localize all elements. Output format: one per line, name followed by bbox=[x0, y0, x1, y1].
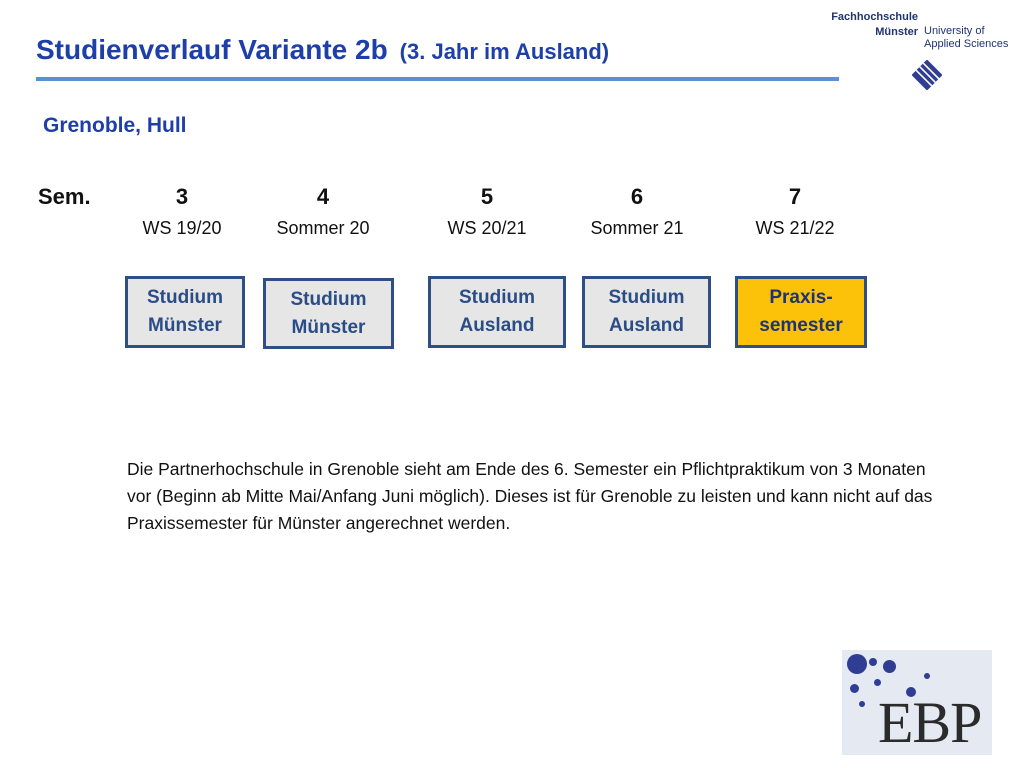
logo-fh-line2: Münster bbox=[875, 26, 918, 38]
university-emblem-icon bbox=[912, 60, 942, 90]
semester-column bbox=[720, 184, 870, 239]
logo-uni-line2: Applied Sciences bbox=[924, 38, 1009, 50]
semester-label: Sem. bbox=[38, 184, 91, 209]
title-underline bbox=[36, 77, 839, 81]
semester-number: 6 bbox=[630, 184, 644, 209]
semester-number: 4 bbox=[316, 184, 330, 209]
ebp-dot bbox=[847, 654, 867, 674]
semester-column bbox=[412, 184, 562, 239]
ebp-dot bbox=[859, 701, 865, 707]
title-subtitle: (3. Jahr im Ausland) bbox=[399, 39, 610, 64]
ebp-dot bbox=[869, 658, 877, 666]
semester-column bbox=[107, 184, 257, 239]
semester-number: 3 bbox=[175, 184, 189, 209]
semester-box-4 bbox=[263, 278, 394, 349]
semester-box-3 bbox=[125, 276, 245, 348]
note-paragraph: Die Partnerhochschule in Grenoble sieht am Ende des 6. Semester ein Pflichtpraktikum von 3 Monaten vor (Beginn ab Mitte Mai/Anfang Juni möglich). Dieses ist für Grenoble zu leisten und kann nicht auf das Praxissemester für Münster angerechnet werden. bbox=[127, 459, 933, 533]
box-line1: Praxis- bbox=[769, 287, 833, 308]
semester-term: WS 19/20 bbox=[142, 218, 222, 238]
logo-fh-line1: Fachhochschule bbox=[831, 11, 918, 23]
box-line1: Studium bbox=[290, 288, 367, 310]
ebp-logo bbox=[842, 650, 992, 755]
title-main: Studienverlauf Variante 2b bbox=[36, 34, 388, 65]
box-line1: Studium bbox=[608, 287, 685, 308]
ebp-dot bbox=[883, 660, 896, 673]
semester-term: Sommer 20 bbox=[276, 218, 370, 238]
semester-column bbox=[248, 184, 398, 239]
semester-number: 5 bbox=[480, 184, 494, 209]
box-line2: Ausland bbox=[609, 315, 684, 336]
location-subtitle: Grenoble, Hull bbox=[43, 114, 187, 137]
logo-uni-line1: University of bbox=[924, 25, 985, 37]
semester-number: 7 bbox=[788, 184, 802, 209]
ebp-logo-text: EBP bbox=[878, 690, 982, 755]
semester-term: WS 21/22 bbox=[755, 218, 835, 238]
university-logo bbox=[818, 10, 1018, 100]
logo-uni-text bbox=[924, 25, 1008, 51]
box-line2: Ausland bbox=[459, 315, 535, 336]
semester-term: Sommer 21 bbox=[590, 218, 684, 238]
semester-box-5 bbox=[428, 276, 566, 348]
box-line1: Studium bbox=[147, 287, 223, 308]
box-line2: Münster bbox=[148, 315, 222, 336]
semester-box-6 bbox=[582, 276, 711, 348]
box-line1: Studium bbox=[459, 287, 535, 308]
box-line2: Münster bbox=[291, 316, 366, 338]
semester-box-7-praxis bbox=[735, 276, 867, 348]
semester-term: WS 20/21 bbox=[447, 218, 527, 238]
page-title bbox=[36, 34, 609, 66]
semester-column bbox=[562, 184, 712, 239]
box-line2: semester bbox=[759, 315, 843, 336]
ebp-dot bbox=[874, 679, 881, 686]
ebp-dot bbox=[924, 673, 930, 679]
ebp-dot bbox=[850, 684, 859, 693]
logo-fh-text bbox=[818, 10, 918, 40]
